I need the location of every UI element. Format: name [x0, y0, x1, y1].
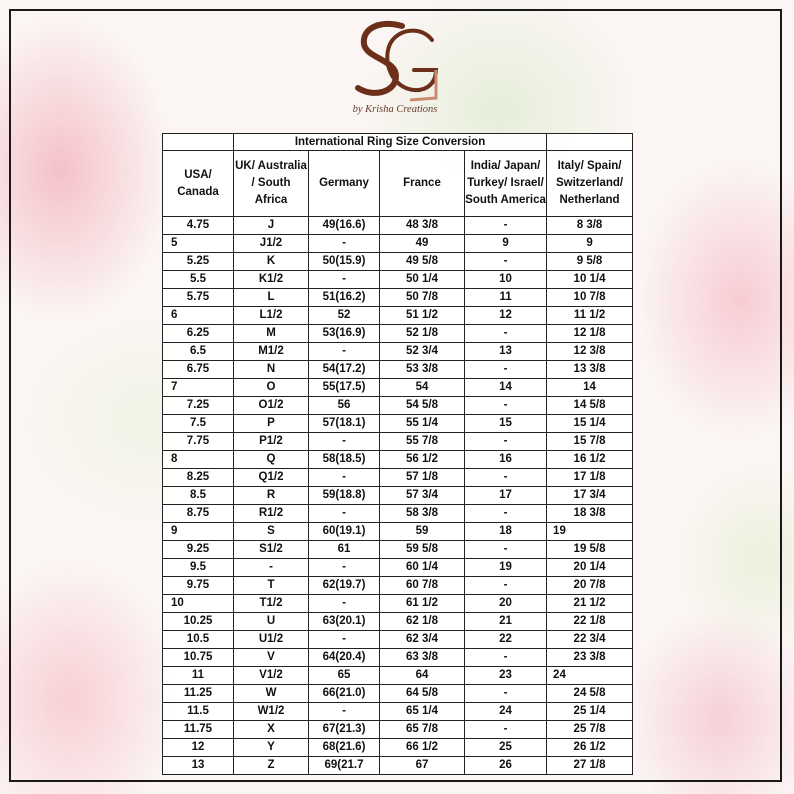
cell-india: 16 — [465, 451, 547, 469]
cell-italy: 17 3/4 — [547, 487, 633, 505]
table-row — [163, 271, 633, 289]
cell-italy: 26 1/2 — [547, 739, 633, 757]
table-row — [163, 631, 633, 649]
table-row — [163, 415, 633, 433]
table-row — [163, 433, 633, 451]
cell-france: 62 1/8 — [380, 613, 465, 631]
cell-germany: 53(16.9) — [309, 325, 380, 343]
table-row — [163, 721, 633, 739]
table-row — [163, 397, 633, 415]
cell-france: 60 7/8 — [380, 577, 465, 595]
table-row — [163, 739, 633, 757]
cell-italy: 10 1/4 — [547, 271, 633, 289]
table-row — [163, 505, 633, 523]
cell-uk: M1/2 — [234, 343, 309, 361]
cell-india: 15 — [465, 415, 547, 433]
cell-india: - — [465, 685, 547, 703]
table-row — [163, 559, 633, 577]
table-row — [163, 361, 633, 379]
cell-india: 26 — [465, 757, 547, 775]
cell-italy: 13 3/8 — [547, 361, 633, 379]
cell-france: 48 3/8 — [380, 217, 465, 235]
cell-germany: - — [309, 559, 380, 577]
cell-uk: W1/2 — [234, 703, 309, 721]
cell-italy: 9 5/8 — [547, 253, 633, 271]
cell-india: 14 — [465, 379, 547, 397]
cell-france: 64 — [380, 667, 465, 685]
cell-usa: 12 — [163, 739, 234, 757]
cell-italy: 22 3/4 — [547, 631, 633, 649]
cell-italy: 12 1/8 — [547, 325, 633, 343]
cell-germany: - — [309, 469, 380, 487]
header-france: France — [380, 151, 465, 217]
table-row — [163, 685, 633, 703]
cell-india: 22 — [465, 631, 547, 649]
table-row — [163, 757, 633, 775]
table-row — [163, 379, 633, 397]
cell-italy: 17 1/8 — [547, 469, 633, 487]
cell-india: 19 — [465, 559, 547, 577]
cell-france: 57 1/8 — [380, 469, 465, 487]
cell-germany: 57(18.1) — [309, 415, 380, 433]
ring-size-table — [162, 133, 633, 775]
cell-usa: 6.5 — [163, 343, 234, 361]
cell-germany: 62(19.7) — [309, 577, 380, 595]
cell-uk: Y — [234, 739, 309, 757]
cell-france: 63 3/8 — [380, 649, 465, 667]
cell-italy: 27 1/8 — [547, 757, 633, 775]
cell-france: 49 5/8 — [380, 253, 465, 271]
cell-usa: 8.25 — [163, 469, 234, 487]
cell-uk: L — [234, 289, 309, 307]
cell-usa: 13 — [163, 757, 234, 775]
cell-usa: 5.25 — [163, 253, 234, 271]
cell-france: 55 7/8 — [380, 433, 465, 451]
cell-france: 54 5/8 — [380, 397, 465, 415]
cell-germany: 52 — [309, 307, 380, 325]
cell-uk: U — [234, 613, 309, 631]
cell-usa: 10.75 — [163, 649, 234, 667]
cell-usa: 5.75 — [163, 289, 234, 307]
cell-france: 56 1/2 — [380, 451, 465, 469]
table-row — [163, 235, 633, 253]
cell-italy: 16 1/2 — [547, 451, 633, 469]
cell-usa: 9.25 — [163, 541, 234, 559]
header-germany: Germany — [309, 151, 380, 217]
cell-germany: 59(18.8) — [309, 487, 380, 505]
cell-usa: 11.75 — [163, 721, 234, 739]
cell-italy: 23 3/8 — [547, 649, 633, 667]
cell-italy: 20 1/4 — [547, 559, 633, 577]
cell-uk: L1/2 — [234, 307, 309, 325]
cell-uk: U1/2 — [234, 631, 309, 649]
cell-usa: 7.5 — [163, 415, 234, 433]
cell-germany: - — [309, 433, 380, 451]
cell-france: 52 3/4 — [380, 343, 465, 361]
cell-france: 61 1/2 — [380, 595, 465, 613]
cell-uk: Z — [234, 757, 309, 775]
cell-italy: 11 1/2 — [547, 307, 633, 325]
table-row — [163, 343, 633, 361]
cell-france: 52 1/8 — [380, 325, 465, 343]
cell-italy: 24 5/8 — [547, 685, 633, 703]
cell-germany: 54(17.2) — [309, 361, 380, 379]
cell-usa: 5.5 — [163, 271, 234, 289]
cell-usa: 8.5 — [163, 487, 234, 505]
cell-germany: 61 — [309, 541, 380, 559]
cell-india: - — [465, 433, 547, 451]
cell-india: - — [465, 397, 547, 415]
cell-usa: 11.5 — [163, 703, 234, 721]
table-row — [163, 523, 633, 541]
cell-uk: K — [234, 253, 309, 271]
cell-usa: 8 — [163, 451, 234, 469]
cell-italy: 15 1/4 — [547, 415, 633, 433]
cell-india: - — [465, 253, 547, 271]
cell-uk: V — [234, 649, 309, 667]
table-row — [163, 613, 633, 631]
header-uk-australia: UK/ Australia / South Africa — [234, 151, 309, 217]
cell-france: 50 7/8 — [380, 289, 465, 307]
cell-italy: 24 — [547, 667, 633, 685]
cell-uk: - — [234, 559, 309, 577]
cell-uk: S — [234, 523, 309, 541]
cell-uk: O1/2 — [234, 397, 309, 415]
cell-germany: 66(21.0) — [309, 685, 380, 703]
cell-usa: 11 — [163, 667, 234, 685]
cell-germany: - — [309, 271, 380, 289]
cell-france: 59 — [380, 523, 465, 541]
cell-france: 67 — [380, 757, 465, 775]
cell-germany: - — [309, 595, 380, 613]
cell-india: 10 — [465, 271, 547, 289]
cell-italy: 25 7/8 — [547, 721, 633, 739]
cell-italy: 20 7/8 — [547, 577, 633, 595]
cell-italy: 10 7/8 — [547, 289, 633, 307]
table-row — [163, 451, 633, 469]
cell-italy: 19 — [547, 523, 633, 541]
cell-germany: - — [309, 235, 380, 253]
cell-usa: 6.25 — [163, 325, 234, 343]
cell-france: 60 1/4 — [380, 559, 465, 577]
cell-france: 58 3/8 — [380, 505, 465, 523]
cell-france: 50 1/4 — [380, 271, 465, 289]
cell-italy: 21 1/2 — [547, 595, 633, 613]
cell-uk: T — [234, 577, 309, 595]
cell-usa: 7.25 — [163, 397, 234, 415]
cell-italy: 14 — [547, 379, 633, 397]
table-row — [163, 325, 633, 343]
cell-india: 21 — [465, 613, 547, 631]
header-italy-spain: Italy/ Spain/ Switzerland/ Netherland — [547, 151, 633, 217]
cell-uk: O — [234, 379, 309, 397]
cell-usa: 10.25 — [163, 613, 234, 631]
cell-france: 62 3/4 — [380, 631, 465, 649]
cell-france: 65 7/8 — [380, 721, 465, 739]
cell-usa: 9.75 — [163, 577, 234, 595]
cell-usa: 8.75 — [163, 505, 234, 523]
cell-italy: 14 5/8 — [547, 397, 633, 415]
cell-india: 20 — [465, 595, 547, 613]
cell-uk: M — [234, 325, 309, 343]
cell-germany: 69(21.7 — [309, 757, 380, 775]
cell-uk: N — [234, 361, 309, 379]
cell-india: - — [465, 217, 547, 235]
cell-uk: R1/2 — [234, 505, 309, 523]
cell-germany: 58(18.5) — [309, 451, 380, 469]
cell-usa: 9 — [163, 523, 234, 541]
cell-germany: 68(21.6) — [309, 739, 380, 757]
table-row — [163, 667, 633, 685]
table-row — [163, 487, 633, 505]
cell-india: - — [465, 361, 547, 379]
cell-germany: 63(20.1) — [309, 613, 380, 631]
header-india-japan: India/ Japan/ Turkey/ Israel/ South America — [465, 151, 547, 217]
cell-india: - — [465, 469, 547, 487]
cell-france: 53 3/8 — [380, 361, 465, 379]
cell-germany: - — [309, 703, 380, 721]
cell-france: 49 — [380, 235, 465, 253]
cell-uk: T1/2 — [234, 595, 309, 613]
header-usa-canada: USA/ Canada — [163, 151, 234, 217]
cell-uk: X — [234, 721, 309, 739]
cell-uk: P — [234, 415, 309, 433]
cell-usa: 10.5 — [163, 631, 234, 649]
cell-france: 66 1/2 — [380, 739, 465, 757]
cell-germany: 56 — [309, 397, 380, 415]
table-row — [163, 577, 633, 595]
cell-france: 54 — [380, 379, 465, 397]
cell-germany: 67(21.3) — [309, 721, 380, 739]
cell-france: 64 5/8 — [380, 685, 465, 703]
cell-uk: Q — [234, 451, 309, 469]
cell-germany: 50(15.9) — [309, 253, 380, 271]
cell-italy: 22 1/8 — [547, 613, 633, 631]
cell-india: - — [465, 325, 547, 343]
cell-italy: 15 7/8 — [547, 433, 633, 451]
cell-italy: 8 3/8 — [547, 217, 633, 235]
cell-usa: 6 — [163, 307, 234, 325]
cell-uk: J — [234, 217, 309, 235]
cell-germany: - — [309, 343, 380, 361]
cell-india: 18 — [465, 523, 547, 541]
cell-india: 9 — [465, 235, 547, 253]
cell-india: - — [465, 721, 547, 739]
cell-india: - — [465, 505, 547, 523]
table-row — [163, 469, 633, 487]
brand-tagline: by Krisha Creations — [352, 104, 438, 115]
table-body — [163, 217, 633, 775]
cell-india: 24 — [465, 703, 547, 721]
table-row — [163, 541, 633, 559]
cell-germany: 64(20.4) — [309, 649, 380, 667]
cell-germany: 65 — [309, 667, 380, 685]
cell-usa: 4.75 — [163, 217, 234, 235]
title-blank-cell — [163, 134, 234, 151]
cell-india: 11 — [465, 289, 547, 307]
cell-uk: R — [234, 487, 309, 505]
table-row — [163, 595, 633, 613]
table-row — [163, 649, 633, 667]
cell-italy: 18 3/8 — [547, 505, 633, 523]
cell-india: 17 — [465, 487, 547, 505]
cell-uk: P1/2 — [234, 433, 309, 451]
cell-germany: 60(19.1) — [309, 523, 380, 541]
cell-france: 65 1/4 — [380, 703, 465, 721]
cell-india: 25 — [465, 739, 547, 757]
cell-italy: 12 3/8 — [547, 343, 633, 361]
table-row — [163, 289, 633, 307]
cell-india: 13 — [465, 343, 547, 361]
cell-usa: 5 — [163, 235, 234, 253]
cell-uk: Q1/2 — [234, 469, 309, 487]
cell-france: 57 3/4 — [380, 487, 465, 505]
cell-france: 51 1/2 — [380, 307, 465, 325]
cell-usa: 9.5 — [163, 559, 234, 577]
title-blank-cell — [547, 134, 633, 151]
cell-uk: W — [234, 685, 309, 703]
cell-germany: 55(17.5) — [309, 379, 380, 397]
cell-germany: - — [309, 505, 380, 523]
cell-germany: 49(16.6) — [309, 217, 380, 235]
cell-italy: 19 5/8 — [547, 541, 633, 559]
cell-germany: - — [309, 631, 380, 649]
cell-italy: 9 — [547, 235, 633, 253]
cell-uk: J1/2 — [234, 235, 309, 253]
cell-uk: V1/2 — [234, 667, 309, 685]
table-row — [163, 703, 633, 721]
table-row — [163, 253, 633, 271]
cell-germany: 51(16.2) — [309, 289, 380, 307]
cell-usa: 11.25 — [163, 685, 234, 703]
cell-usa: 6.75 — [163, 361, 234, 379]
cell-uk: K1/2 — [234, 271, 309, 289]
table-row — [163, 307, 633, 325]
cell-usa: 10 — [163, 595, 234, 613]
cell-france: 55 1/4 — [380, 415, 465, 433]
cell-usa: 7.75 — [163, 433, 234, 451]
table-title: International Ring Size Conversion — [234, 134, 547, 151]
cell-uk: S1/2 — [234, 541, 309, 559]
table-row — [163, 217, 633, 235]
cell-india: 23 — [465, 667, 547, 685]
cell-india: - — [465, 541, 547, 559]
cell-usa: 7 — [163, 379, 234, 397]
cell-india: - — [465, 649, 547, 667]
cell-india: 12 — [465, 307, 547, 325]
cell-italy: 25 1/4 — [547, 703, 633, 721]
cell-india: - — [465, 577, 547, 595]
cell-france: 59 5/8 — [380, 541, 465, 559]
